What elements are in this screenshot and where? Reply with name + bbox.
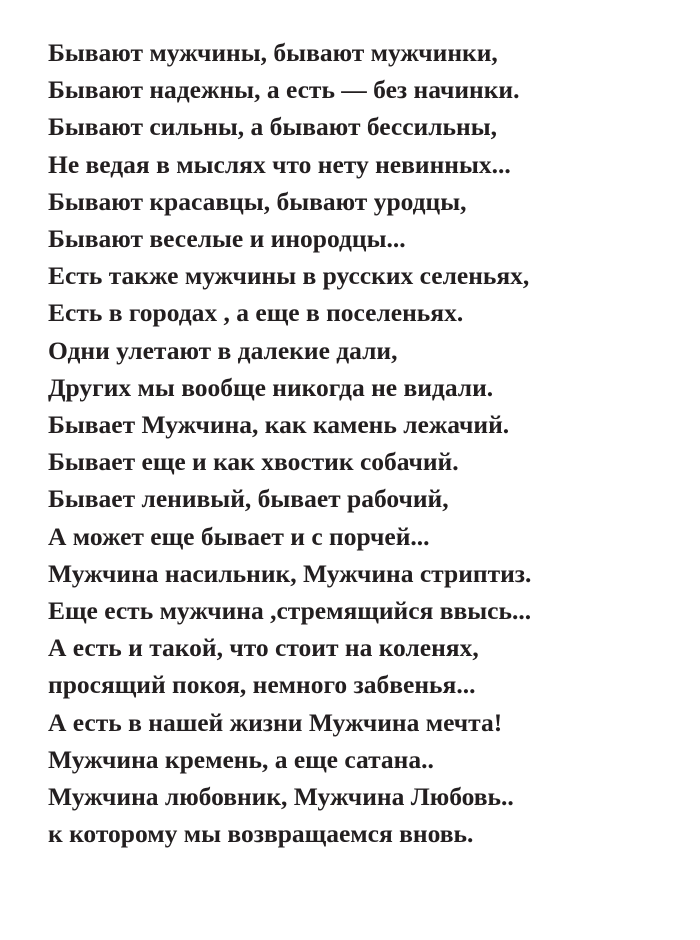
poem-line: Не ведая в мыслях что нету невинных... [48,149,511,179]
poem-line: Еще есть мужчина ,стремящийся ввысь... [48,596,532,626]
poem-line: Других мы вообще никогда не видали. [48,372,494,402]
poem-line: к которому мы возвращаемся вновь. [48,819,474,849]
poem-line: Бывает еще и как хвостик собачий. [48,447,459,477]
poem-line: Есть в городах , а еще в поселеньях. [48,298,464,328]
poem-line: Есть также мужчины в русских селеньях, [48,261,530,291]
poem-line: А есть и такой, что стоит на коленях, [48,633,479,663]
poem-line: Мужчина кремень, а еще сатана.. [48,744,434,774]
poem-line: Бывают надежны, а есть — без начинки. [48,75,520,105]
poem-line: Мужчина любовник, Мужчина Любовь.. [48,782,514,812]
poem-line: просящий покоя, немного забвенья... [48,670,476,700]
poem-line: Бывают красавцы, бывают уродцы, [48,186,467,216]
poem-line: Бывают сильны, а бывают бессильны, [48,112,497,142]
poem-line: Бывают веселые и инородцы... [48,224,406,254]
poem-line: Одни улетают в далекие дали, [48,335,398,365]
poem-line: Мужчина насильник, Мужчина стриптиз. [48,558,532,588]
poem-line: А есть в нашей жизни Мужчина мечта! [48,707,503,737]
poem-line: Бывают мужчины, бывают мужчинки, [48,38,498,67]
poem-line: Бывает ленивый, бывает рабочий, [48,484,449,514]
poem-line: Бывает Мужчина, как камень лежачий. [48,410,510,440]
poem-line: А может еще бывает и с порчей... [48,521,430,551]
